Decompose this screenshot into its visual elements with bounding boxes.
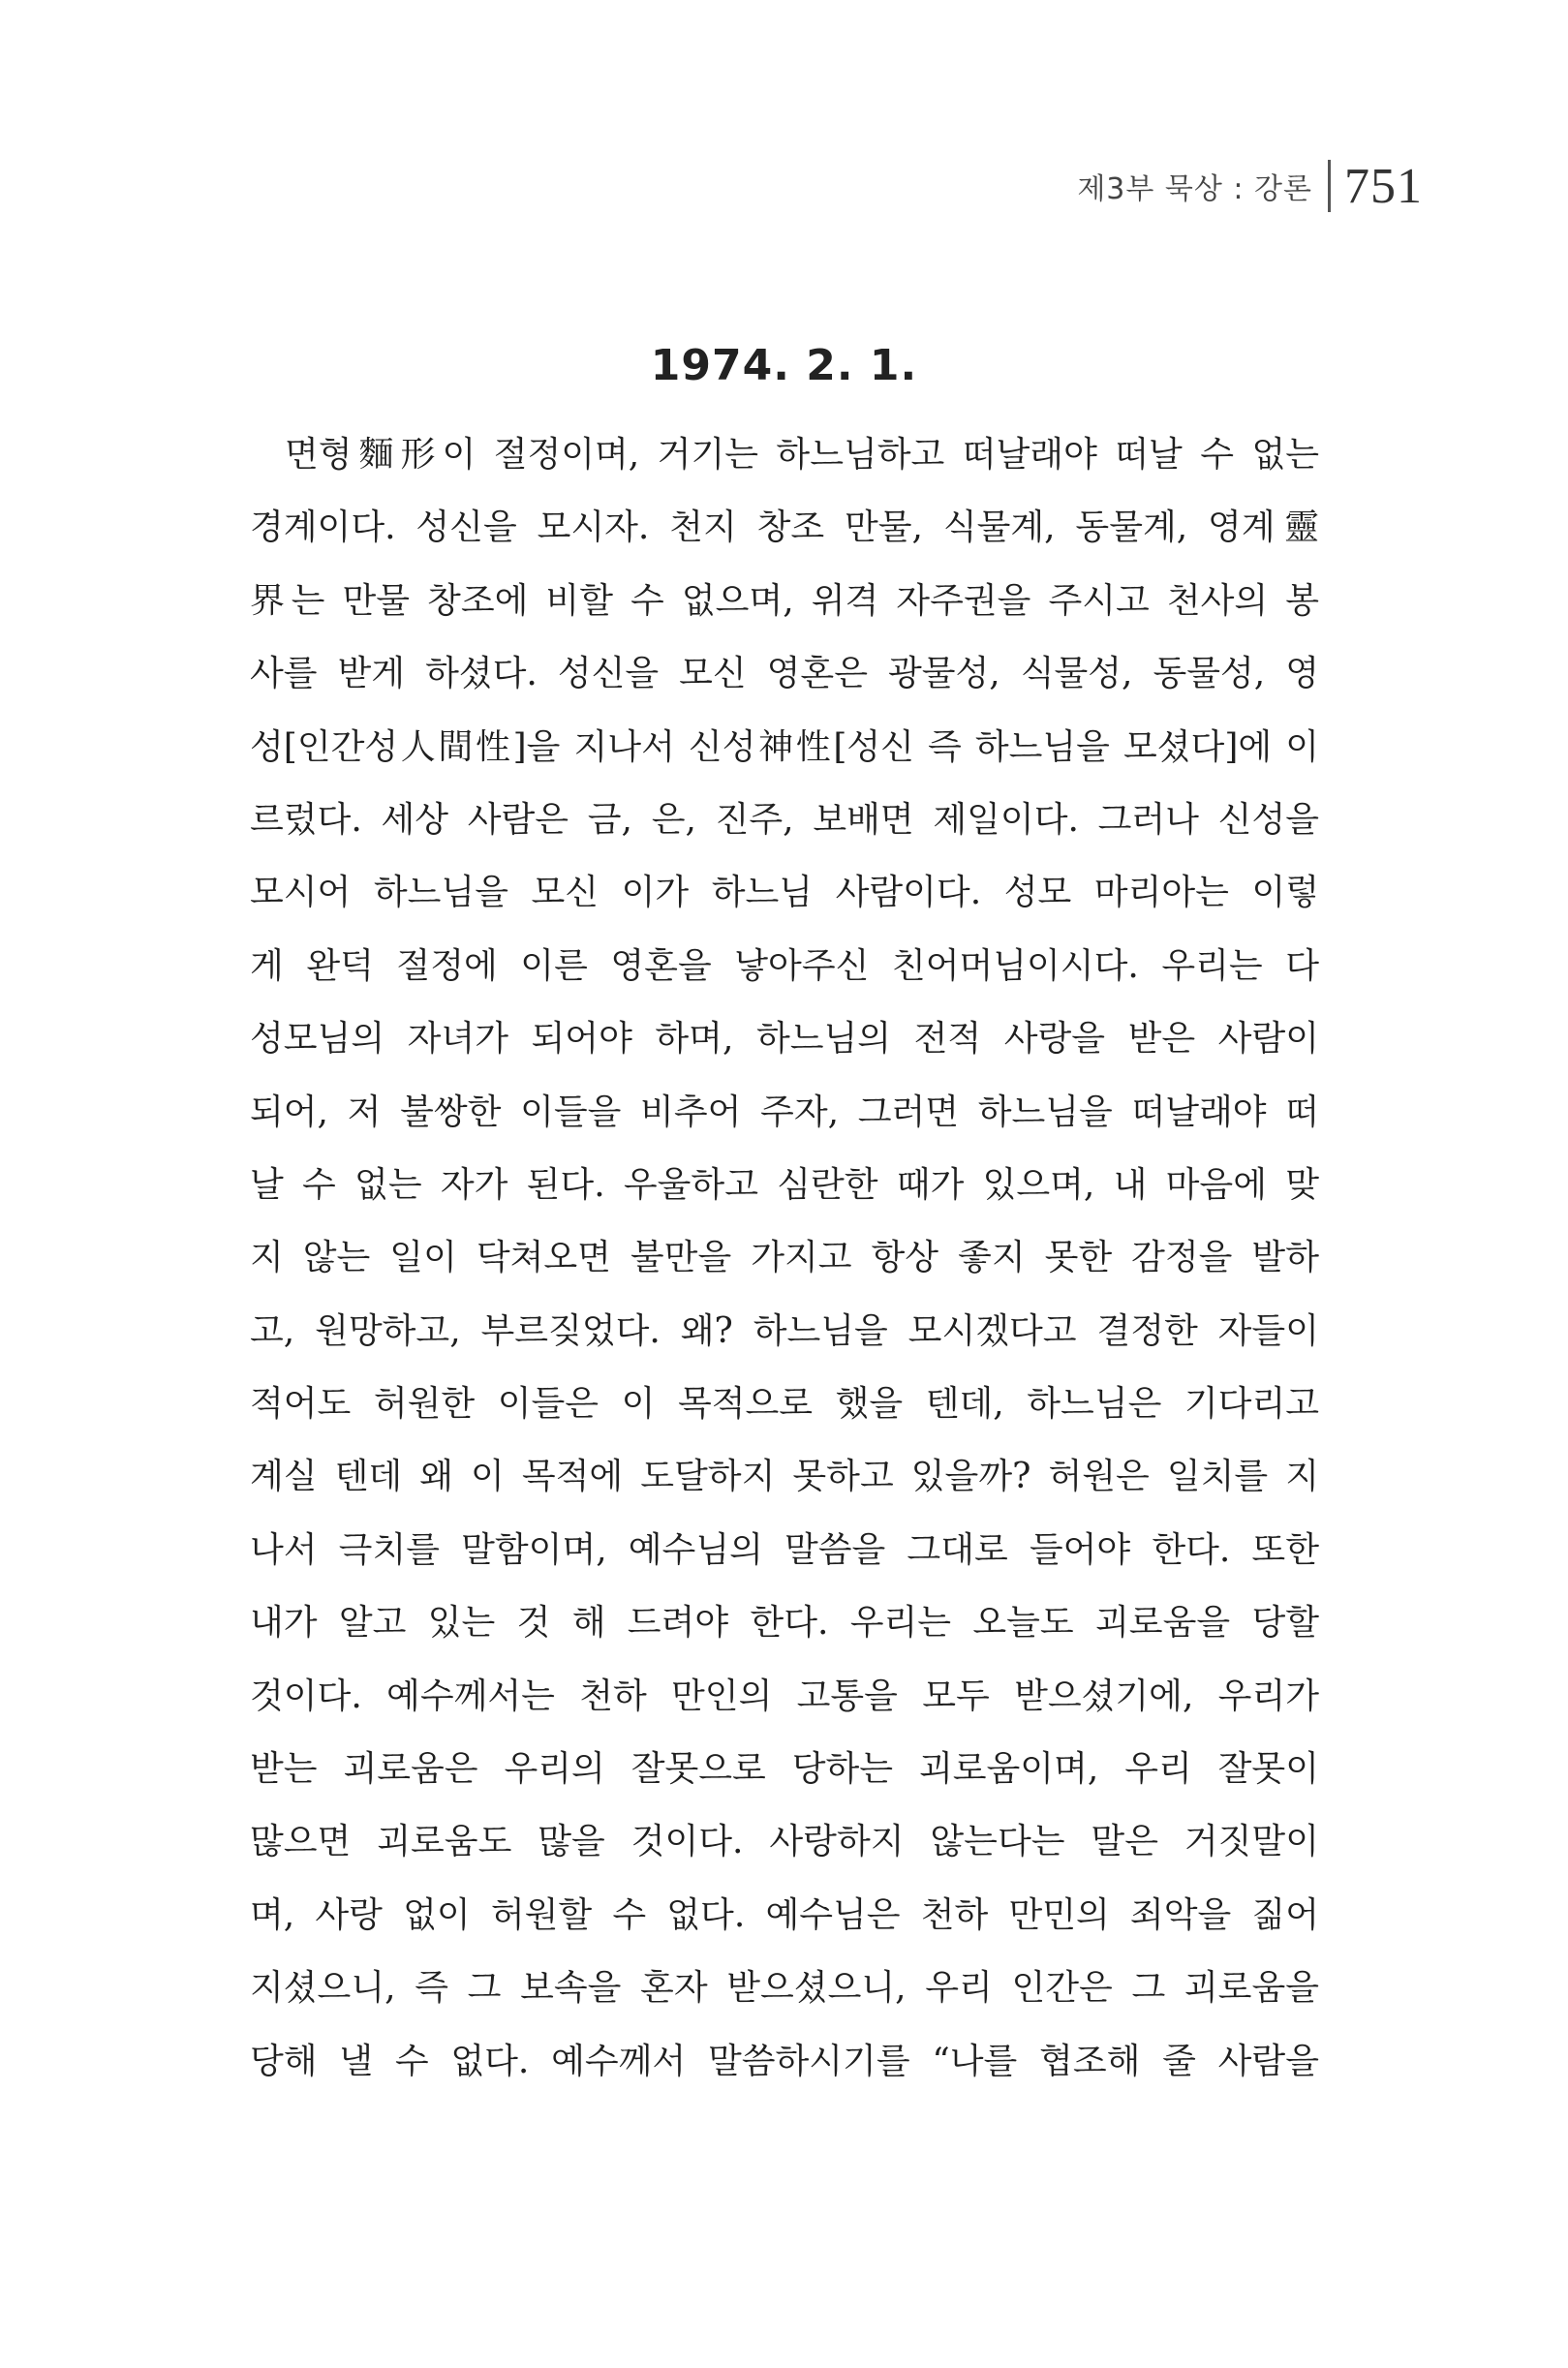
text-line: 고, 원망하고, 부르짖었다. 왜? 하느님을 모시겠다고 결정한 자들이 [250, 1310, 1319, 1351]
section-title: 제3부 묵상 : 강론 [1077, 172, 1312, 206]
text-line: 당해 낼 수 없다. 예수께서 말씀하시기를 “나를 협조해 줄 사람을 [250, 2041, 1319, 2081]
text-line: 성모님의 자녀가 되어야 하며, 하느님의 전적 사랑을 받은 사람이 [250, 1019, 1319, 1060]
text-line: 날 수 없는 자가 된다. 우울하고 심란한 때가 있으며, 내 마음에 맞 [250, 1164, 1319, 1205]
entry-date: 1974. 2. 1. [650, 341, 918, 390]
text-line: 모시어 하느님을 모신 이가 하느님 사람이다. 성모 마리아는 이렇 [250, 873, 1319, 913]
running-head [1077, 155, 1423, 217]
text-line: 많으면 괴로움도 많을 것이다. 사랑하지 않는다는 말은 거짓말이 [250, 1822, 1319, 1862]
text-line: 내가 알고 있는 것 해 드려야 한다. 우리는 오늘도 괴로움을 당할 [250, 1603, 1319, 1644]
text-line: 지셨으니, 즉 그 보속을 혼자 받으셨으니, 우리 인간은 그 괴로움을 [250, 1968, 1319, 2009]
text-line: 사를 받게 하셨다. 성신을 모신 영혼은 광물성, 식물성, 동물성, 영 [250, 654, 1319, 694]
text-line: 나서 극치를 말함이며, 예수님의 말씀을 그대로 들어야 한다. 또한 [250, 1529, 1319, 1570]
text-line: 되어, 저 불쌍한 이들을 비추어 주자, 그러면 하느님을 떠날래야 떠 [250, 1092, 1319, 1132]
text-line: 적어도 허원한 이들은 이 목적으로 했을 텐데, 하느님은 기다리고 [250, 1384, 1319, 1425]
text-line: 받는 괴로움은 우리의 잘못으로 당하는 괴로움이며, 우리 잘못이 [250, 1749, 1319, 1790]
text-line: 며, 사랑 없이 허원할 수 없다. 예수님은 천하 만민의 죄악을 짊어 [250, 1894, 1319, 1935]
body-text [250, 418, 1319, 2098]
text-line: 것이다. 예수께서는 천하 만인의 고통을 모두 받으셨기에, 우리가 [250, 1676, 1319, 1716]
text-line: 지 않는 일이 닥쳐오면 불만을 가지고 항상 좋지 못한 감정을 발하 [250, 1238, 1319, 1278]
text-line: 경계이다. 성신을 모시자. 천지 창조 만물, 식물계, 동물계, 영계靈 [250, 507, 1319, 548]
text-line: 界는 만물 창조에 비할 수 없으며, 위격 자주권을 주시고 천사의 봉 [250, 580, 1319, 621]
header-divider [1328, 160, 1331, 212]
text-line: 르렀다. 세상 사람은 금, 은, 진주, 보배면 제일이다. 그러나 신성을 [250, 799, 1319, 840]
text-line: 성[인간성人間性]을 지나서 신성神性[성신 즉 하느님을 모셨다]에 이 [250, 726, 1319, 767]
text-line: 면형麵形이 절정이며, 거기는 하느님하고 떠날래야 떠날 수 없는 [285, 435, 1319, 475]
text-line: 게 완덕 절정에 이른 영혼을 낳아주신 친어머님이시다. 우리는 다 [250, 945, 1319, 986]
text-line: 계실 텐데 왜 이 목적에 도달하지 못하고 있을까? 허원은 일치를 지 [250, 1457, 1319, 1497]
page-number: 751 [1344, 158, 1423, 214]
